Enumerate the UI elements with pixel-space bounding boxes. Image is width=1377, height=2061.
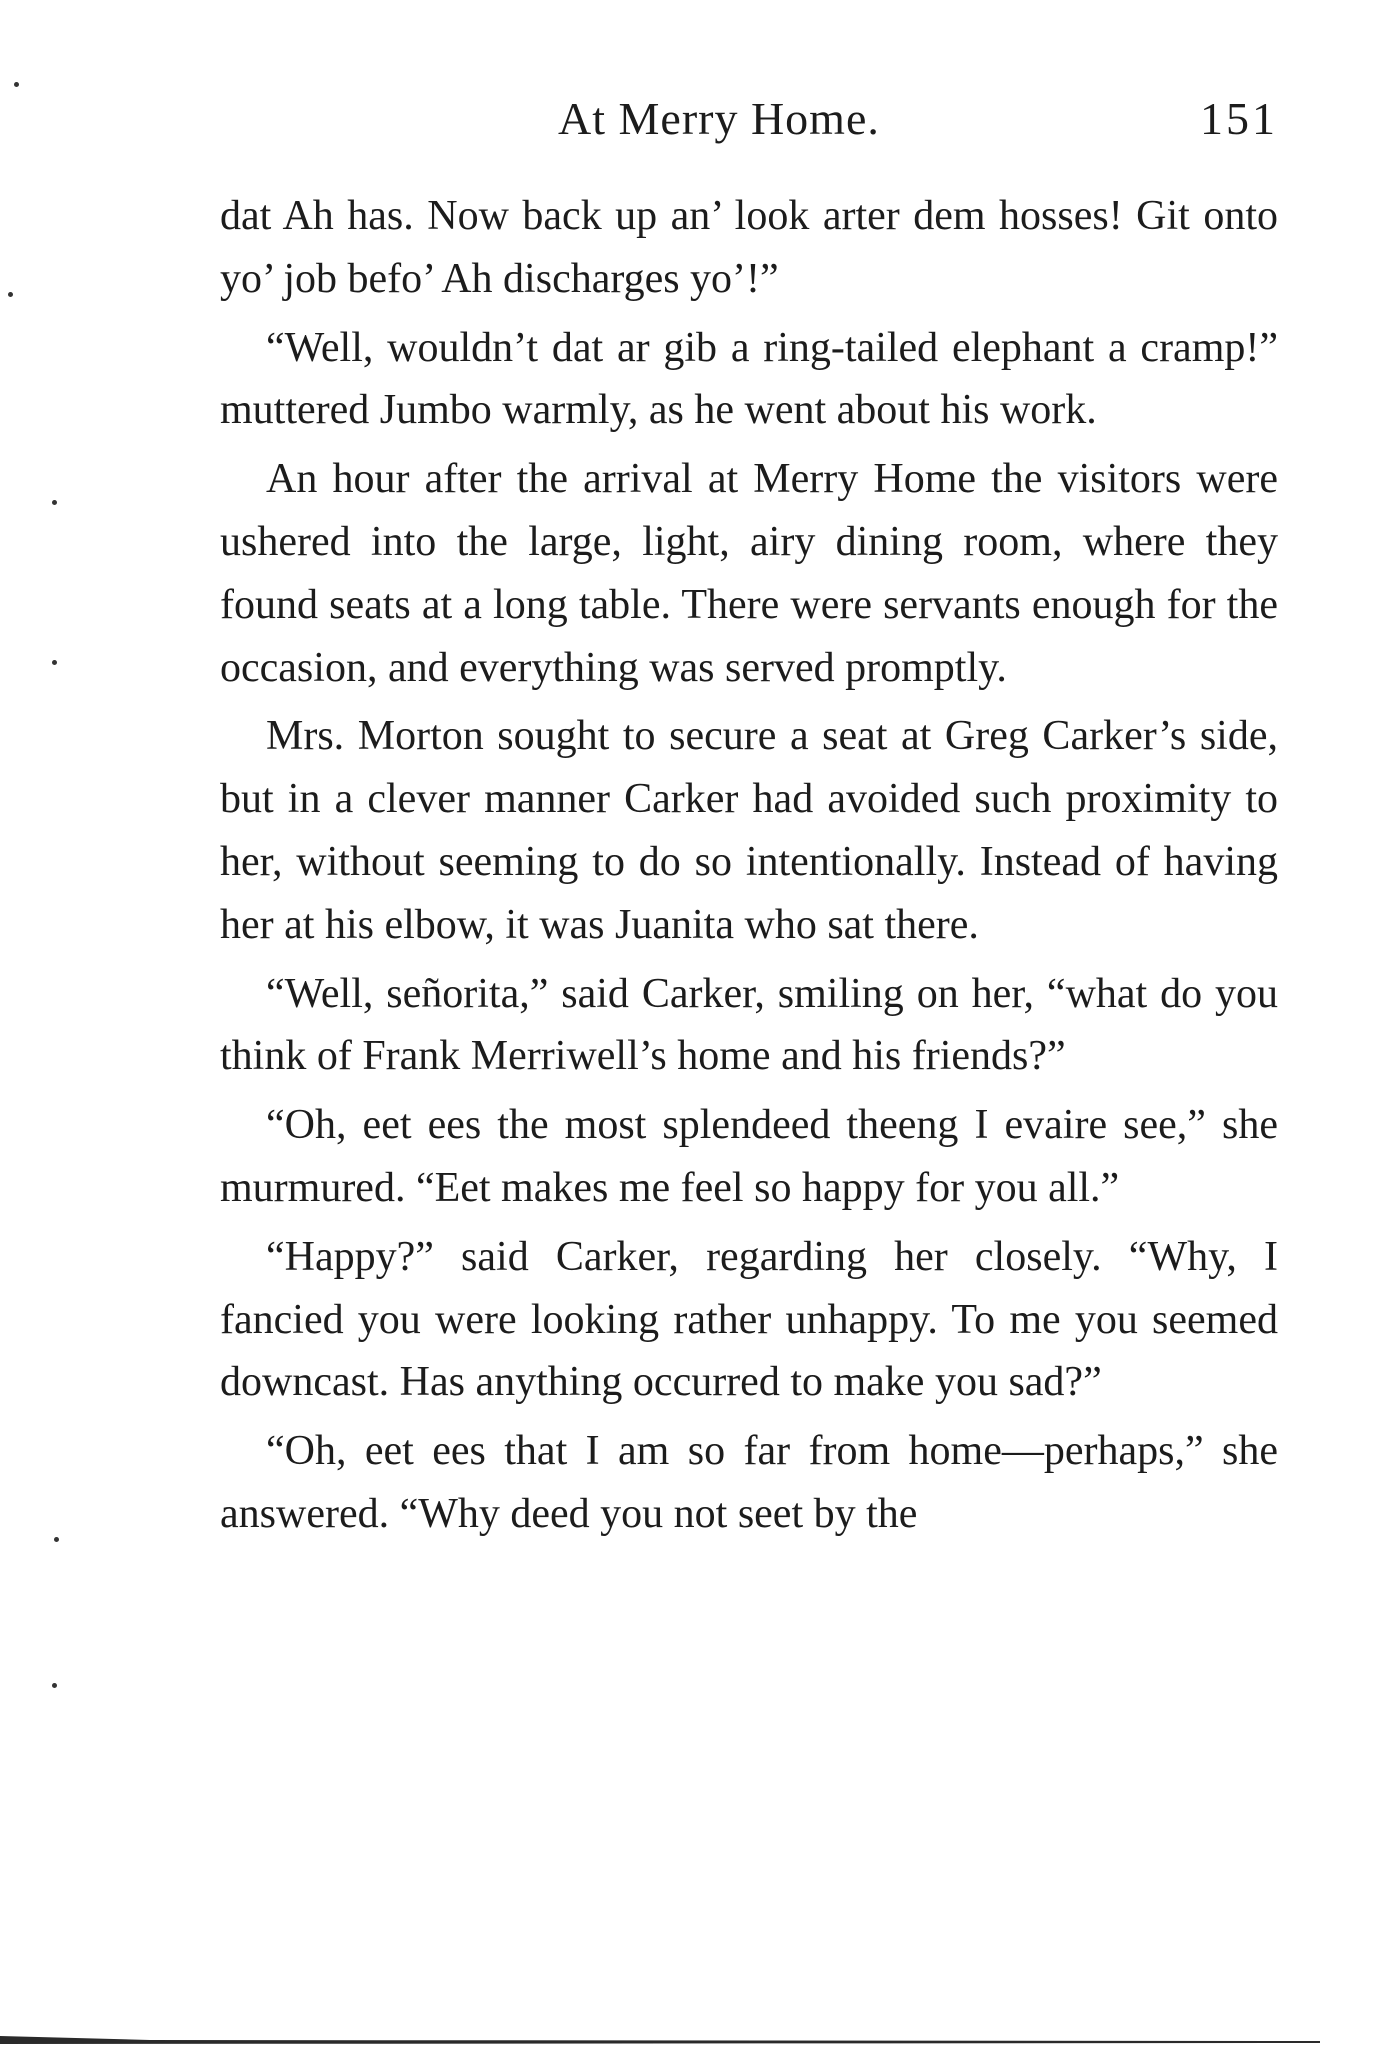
- paragraph-continuation: dat Ah has. Now back up an’ look arter dem hosses! Git onto yo’ job befo’ Ah discharges yo’!”: [220, 193, 1278, 302]
- paragraph-juanita-reply: “Oh, eet ees the most splendeed theeng I evaire see,” she murmured. “Eet makes me feel so happy for you all.”: [220, 1102, 1278, 1211]
- margin-speck: [52, 1683, 57, 1688]
- paragraph-jumbo-remark: “Well, wouldn’t dat ar gib a ring-tailed elephant a cramp!” muttered Jumbo warmly, as he went about his work.: [220, 324, 1278, 434]
- running-head: [220, 92, 1278, 152]
- paragraph-carker-question: “Well, señorita,” said Carker, smiling on her, “what do you think of Frank Merriwell’s home and his friends?”: [220, 970, 1278, 1080]
- paragraph-juanita-answer: “Oh, eet ees that I am so far from home—perhaps,” she answered. “Why deed you not seet by the: [220, 1428, 1278, 1537]
- margin-speck: [52, 500, 57, 505]
- paragraph-carker-happy: “Happy?” said Carker, regarding her closely. “Why, I fancied you were looking rather unhappy. To me you seemed downcast. Has anything occurred to make you sad?”: [220, 1233, 1278, 1406]
- body-text: [220, 185, 1278, 1546]
- paragraph-dining-room: An hour after the arrival at Merry Home the visitors were ushered into the large, light, airy dining room, where they found seats at a long table. There were servants enough for the occasion, and everything was served promptly.: [220, 456, 1278, 691]
- margin-speck: [8, 292, 13, 297]
- running-title: At Merry Home.: [558, 93, 880, 144]
- margin-speck: [14, 82, 19, 87]
- paragraph-mrs-morton: Mrs. Morton sought to secure a seat at Greg Carker’s side, but in a clever manner Carker had avoided such proximity to her, without seeming to do so intentionally. Instead of having her at his elbow, it was Juanita who sat there.: [220, 713, 1278, 948]
- margin-speck: [52, 660, 57, 665]
- margin-speck: [54, 1537, 59, 1542]
- page-number: 151: [1200, 93, 1278, 144]
- bottom-scan-edge: [0, 2036, 1320, 2044]
